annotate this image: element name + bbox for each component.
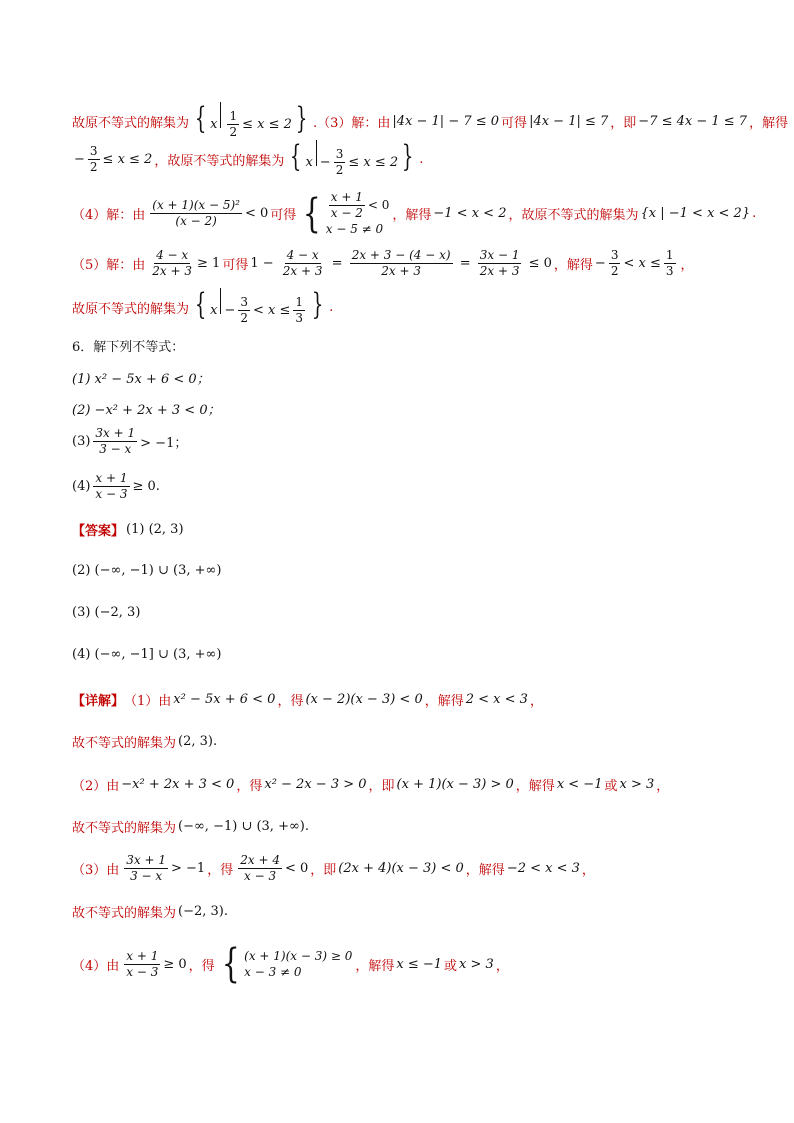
set-expression: { x $\frac{1}{2}$ ≤ x ≤ 2 } (194, 101, 308, 139)
question-title: 6．解下列不等式： (72, 340, 185, 355)
solution-set-line-1 (72, 102, 788, 140)
detail-line-3: （3）由 $\frac{3x + 1}{3 - x}$ > −1 ，得 $\frac{2x + 4}{x - 3}$ < 0 ，即 (2x + 4)(x − 3) < 0 ，解得 −2 < x < 3 ， (72, 853, 595, 883)
detail-line-2: （2）由 −x² + 2x + 3 < 0 ，得 x² − 2x − 3 > 0 ，即 (x + 1)(x − 3) > 0 ，解得 x < −1 或 x > 3 ， (72, 777, 670, 794)
set-expression: {x | −1 < x < 2} (640, 206, 751, 221)
answer-line-1 (72, 520, 186, 539)
inequality-system: { (x + 1)(x − 3) ≥ 0 x − 3 ≠ 0 (221, 941, 353, 987)
question-item-1: (1) x² − 5x + 6 < 0； (72, 372, 210, 387)
math: $\frac{\text{(x + 1)(x − 5)²}}{(x - 2)}$ < 0 (152, 198, 269, 228)
detail-label: 【详解】 (72, 694, 125, 709)
solution-part-5 (72, 248, 694, 279)
text: ，解得 (749, 115, 789, 131)
math: (1) (2, 3) (126, 522, 184, 537)
text: ，解得 (553, 258, 593, 273)
text: 故原不等式的解集为 (72, 115, 190, 131)
solution-set-line-2 (72, 140, 423, 178)
math: $\frac{4 - x}{2x + 3}$ ≥ 1 (152, 248, 221, 278)
inequality-system: { $\frac{x + 1}{x - 2}$ < 0 x − 5 ≠ 0 (303, 190, 390, 237)
answer-label: 【答案】 (72, 524, 125, 539)
text: 可得 (270, 208, 297, 223)
math: $\frac{2x + 4}{x - 3}$ < 0 (240, 853, 309, 883)
question-item-3: (3) $\frac{3x + 1}{3 - x}$ > −1； (72, 426, 188, 456)
detail-conclusion-2: 故不等式的解集为 (−∞, −1) ∪ (3, +∞). (72, 819, 309, 836)
text: 可得 (222, 258, 249, 273)
text: 可得 (501, 115, 528, 131)
text: ，解得 (392, 208, 432, 223)
set-expression: { x − $\frac{3}{2}$ ≤ x ≤ 2 } (290, 139, 414, 177)
question-item-2: (2) −x² + 2x + 3 < 0； (72, 403, 221, 418)
math: |4x − 1| − 7 ≤ 0 (392, 113, 500, 129)
detail-conclusion-3: 故不等式的解集为 (−2, 3). (72, 904, 228, 921)
text: ，故原不等式的解集为 (508, 208, 639, 223)
text: . (329, 299, 334, 315)
answer-line-4: (4) (−∞, −1] ∪ (3, +∞) (72, 647, 222, 662)
math: − $\frac{3}{2}$ ≤ x ≤ 2 (74, 143, 153, 174)
text: ，故原不等式的解集为 (154, 153, 285, 169)
math: |4x − 1| ≤ 7 (529, 113, 609, 129)
text: 故原不等式的解集为 (72, 301, 190, 317)
detail-conclusion-1: 故不等式的解集为 (2, 3). (72, 734, 218, 751)
text: . (752, 206, 757, 221)
solution-part-4 (72, 190, 756, 237)
text: ，即 (610, 115, 637, 131)
answer-line-3: (3) (−2, 3) (72, 605, 141, 620)
math: −1 < x < 2 (433, 206, 507, 221)
set-expression: { x − $\frac{3}{2}$ < x ≤ $\frac{1}{3}$ } (194, 287, 324, 325)
math: $\frac{x + 1}{x - 3}$ ≥ 0 (126, 948, 187, 979)
text: ， (680, 258, 694, 273)
text: （5）解：由 (72, 258, 146, 273)
math: −7 ≤ 4x − 1 ≤ 7 (638, 113, 748, 129)
math: 1 − $\frac{4 - x}{2x + 3}$ = $\frac{2x + 3 - (4 - x)}{2x + 3}$ = $\frac{3x - 1}{2x + 3}$ ≤ 0 (250, 248, 552, 278)
question-item-4: (4) $\frac{x + 1}{x - 3}$ ≥ 0. (72, 471, 160, 501)
detail-line-4: （4）由 $\frac{x + 1}{x - 3}$ ≥ 0 ，得 { (x + 1)(x − 3) ≥ 0 x − 3 ≠ 0 ，解得 x ≤ −1 或 x > 3 ， (72, 941, 509, 987)
detail-line-1: 【详解】 （1）由 x² − 5x + 6 < 0 ，得 (x − 2)(x − 3) < 0 ，解得 2 < x < 3 ， (72, 692, 543, 709)
text: （4）解：由 (72, 208, 146, 223)
answer-line-2: (2) (−∞, −1) ∪ (3, +∞) (72, 563, 222, 578)
text: .（3）解：由 (312, 115, 391, 131)
math: − $\frac{3}{2}$ < x ≤ $\frac{1}{3}$ (594, 248, 674, 278)
text: . (419, 151, 424, 167)
math: $\frac{3x + 1}{3 - x}$ > −1 (126, 853, 206, 883)
solution-set-line-5 (72, 288, 333, 326)
